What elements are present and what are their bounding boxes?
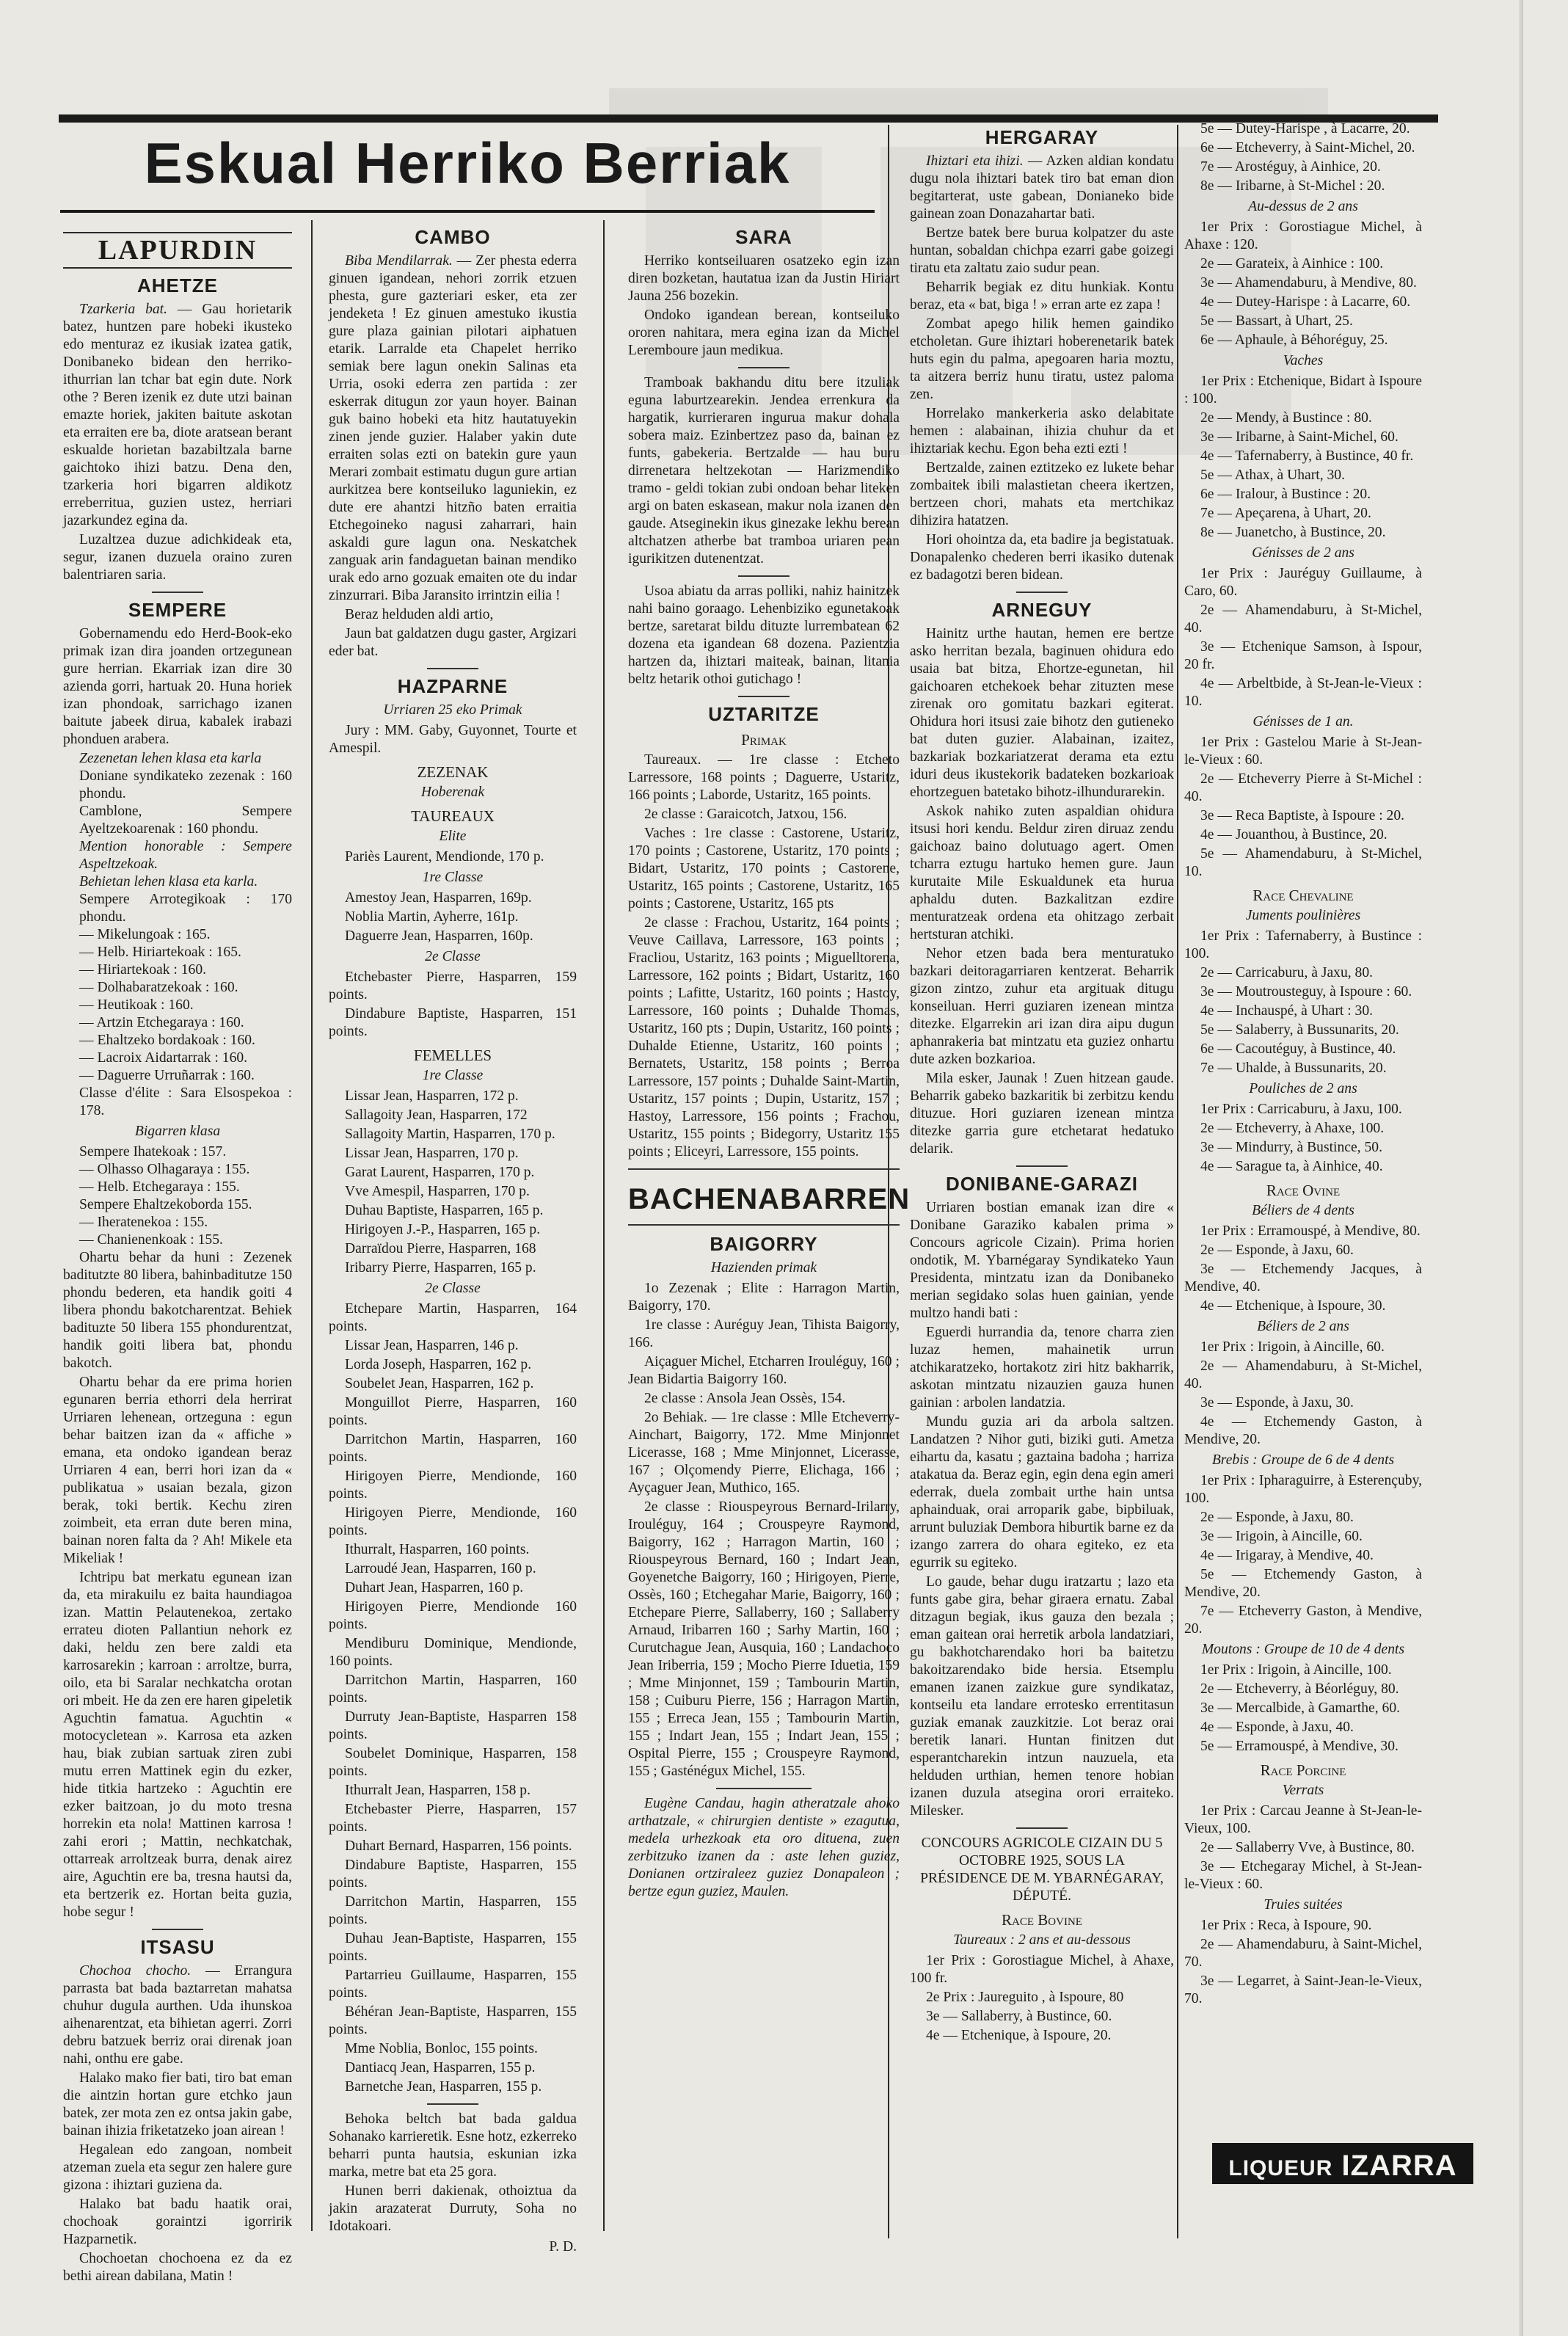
paragraph: Lo gaude, behar dugu iratzartu ; lazo eta funts gabe gira, behar giraera ernatu. Zabal ditzagun begiak, ikus gauza den bezala ; eman gaitean orai herretik arbola landatziari, gu bakhotcharendako hori ba baitetzu bakoitzarendako bide hersia. Etsemplu emanen izanen zaizkue gure syndikataz, kontseilu eta landare errotesko errentitasun guziak emanak zauzkitzie. Lot beraz orai beretik lanari. Huntan finitzen dut esperantcharekin intzun nauzuela, eta helduden urthian, hemen tenore hobian izanen duzula atsegina orori erraiteko. Milesker. [910,1574,1174,1819]
separator [152,592,203,593]
section-heading-lapurdin: LAPURDIN [63,232,292,269]
category-heading: TAUREAUX [411,807,495,825]
paragraph: Taureaux. — 1re classe : Etcheto Larressore, 168 points ; Daguerre, Ustaritz, 166 points ; Laborde, Ustaritz, 165 points. [628,752,900,803]
result-line: 4e — Esponde, à Jaxu, 40. [1200,1720,1354,1735]
result-line: Pariès Laurent, Mendionde, 170 p. [345,849,544,865]
paragraph: 2e classe : Garaicotch, Jatxou, 156. [644,807,847,822]
list-line: — Ehaltzeko bordakoak : 160. [79,1033,255,1048]
result-line: 1er Prix : Tafernaberry, à Bustince : 100. [1184,928,1422,961]
result-line: 5e — Salaberry, à Bussunarits, 20. [1200,1022,1399,1038]
advert-paragraph: Eugène Candau, hagin atheratzale ahoko arthatzale, « chirurgien dentiste » ezagutua, medela urhezkoak eta oro dituena, zuen zerbitzuko izanen da : aste lehen guziez, Donianen ortziraleez guziez Donapaleon ; bertze egun guziez, Maulen. [628,1796,900,1899]
section-rule [628,1168,900,1170]
list-line: — Chanienenkoak : 155. [79,1232,223,1248]
result-line: Darraïdou Pierre, Hasparren, 168 [345,1241,536,1256]
category-heading: Race Ovine [1266,1182,1341,1199]
article-title-baigorry: BAIGORRY [710,1233,818,1255]
result-line: Soubelet Dominique, Hasparren, 158 points. [329,1746,577,1779]
title-rule [60,210,875,213]
class-heading: 1re Classe [422,870,484,885]
result-line: Etchebaster Pierre, Hasparren, 157 points. [329,1802,577,1835]
article-title-donibane-garazi: DONIBANE-GARAZI [946,1173,1138,1195]
result-line: 2e — Garateix, à Ainhice : 100. [1200,256,1384,272]
class-heading: Juments poulinières [1245,908,1361,923]
article-subtitle: Primak [741,731,787,749]
article-title-sempere: SEMPERE [128,599,227,621]
list-line: Zezenetan lehen klasa eta karla [79,751,262,766]
result-line: Duhau Baptiste, Hasparren, 165 p. [345,1203,544,1218]
article-title-ahetze: AHETZE [137,274,218,296]
paragraph: 2e classe : Riouspeyrous Bernard-Irilarry, Irouléguy, 164 ; Crouspeyre Raymond, Baigorry, 162 ; Harragon Martin, 160 ; Riouspeyrous Bernard, 160 ; Indart Jean, Goyenetche Baigorry, 160 ; Hirigoyen, Pierre, Ossès, 160 ; Etchegahar Marie, Baigorry, 160 ; Etchepare Pierre, Sallaberry, 160 ; Sallaberry Arnaud, Iribarren 160 ; Sarhy Martin, 160 ; Curutchague Jean, Ausquia, 160 ; Landachoco Jean Iriberria, 159 ; Mocho Pierre Iduetia, 159 ; Mme Minjonnet, 159 ; Tambourin Martin, 158 ; Cuiburu Pierre, 156 ; Harragon Martin, 155 ; Erreca Jean, 155 ; Tambourin Martin, 155 ; Indart Jean, 155 ; Indart Jean, 155 ; Ospital Pierre, 155 ; Crouspeyre Raymond, 155 ; Gasténégux Michel, 155. [628,1499,900,1779]
result-line: 3e — Moutrousteguy, à Ispoure : 60. [1200,984,1412,1000]
separator [738,367,790,368]
paragraph: Behoka beltch bat bada galdua Sohanako karrieretik. Esne hotz, ezkerreko beharri punta hautsia, eskunian izka marka, metre bat eta 25 gora. [329,2111,577,2180]
article-title-hergaray: HERGARAY [985,126,1099,148]
column-2 [329,220,577,2255]
result-line: 2e — Etcheverry Pierre à St-Michel : 40. [1184,771,1422,804]
list-line: — Olhasso Olhagaraya : 155. [79,1162,250,1177]
advert-brand: IZARRA [1341,2150,1457,2182]
result-line: Soubelet Jean, Hasparren, 162 p. [345,1376,534,1391]
list-line: — Artzin Etchegaraya : 160. [79,1015,244,1030]
column-rule [1177,125,1178,2238]
lead-italic: Ihiztari eta ihizi. [926,153,1024,169]
article-title-itsasu: ITSASU [140,1936,215,1958]
category-heading: Race Bovine [1002,1911,1082,1929]
class-heading: Elite [439,829,467,844]
paragraph: — Zer phesta ederra ginuen igandean, nehori zorrik etzuen phesta, gure gazteriari esker, eta zer jendeketa ! Ez ginuen amestuko ikustia gure plaza gainian pilotari aiphatuen etarik. Larralde eta Chapelet herriko semiak bere lagun onekin Salinas eta Urria, osoki ederra zen partida : zer eskerrak ditugun zor yaun hoyer. Bainan guk baino hobeki eta hitz hautatuyekin zinen jende guzier. Halaber yakin dute erraiten solas ezti on batekin gure yaun Merari zombait estimatu dugun gure artian aurkitzea bere kontseiluko laguniekin, ez dute ere ahantzi hitzño baten erraitia Etchegoineko nagusi zaharrari, hain askaldi gure lagun ona. Neskatchek zanguak arin fandaguetan bainan mendiko urak edo arno gozuak emaiten ote du indar zinzurrari. Biba Jaransito irrintzin eilia ! [329,253,577,603]
paragraph: Urriaren bostian emanak izan dire « Donibane Garaziko kabalen prima » Concours agricole Cizain). Prima horien ondotik, M. Ybarnégaray Syndikateko Yaun Presidenta, mintzatu izan da Donibaneko merian segidako solas huen gainian, yende multzo handi bati : [910,1200,1174,1321]
page-title: Eskual Herriko Berriak [144,131,791,195]
result-line: 5e — Dutey-Harispe , à Lacarre, 20. [1200,121,1410,137]
result-line: Duhau Jean-Baptiste, Hasparren, 155 points. [329,1931,577,1964]
result-line: 6e — Aphaule, à Béhoréguy, 25. [1200,332,1388,348]
list-line: — Heutikoak : 160. [79,997,194,1013]
page-edge-shadow [1519,0,1523,2336]
article-title-uztaritze: UZTARITZE [708,703,820,725]
result-line: Barnetche Jean, Hasparren, 155 p. [345,2079,542,2095]
lead-italic: Tzarkeria bat. [79,302,167,317]
separator [427,668,478,669]
class-heading: Verrats [1282,1783,1324,1798]
article-lead [63,1962,292,2068]
paragraph: Usoa abiatu da arras polliki, nahiz hainitzek nahi baino goraago. Lehenbiziko egunetakoak bertze, saretarat bildu dituzte lurrembatean 62 dozena eta igandean 68 dozena. Pazientzia hartzen da, ihiztari maiteak, bainan, litania beltz hetarik othoi gutichago ! [628,583,900,687]
result-line: 2e — Etcheverry, à Ahaxe, 100. [1200,1121,1385,1136]
list-line: Sempere Ihatekoak : 157. [79,1144,227,1160]
result-line: 4e — Dutey-Harispe : à Lacarre, 60. [1200,294,1411,310]
result-line: 3e — Irigoin, à Aincille, 60. [1200,1529,1363,1544]
list-line: — Hiriartekoak : 160. [79,962,207,978]
result-line: Béhéran Jean-Baptiste, Hasparren, 155 points. [329,2004,577,2037]
list-line: — Helb. Hiriartekoak : 165. [79,945,241,960]
result-line: Garat Laurent, Hasparren, 170 p. [345,1165,535,1180]
paragraph: 2e classe : Frachou, Ustaritz, 164 points ; Veuve Caillava, Larressore, 163 points ; Fracliou, Ustaritz, 163 points ; Miguelltorena, Larressore, 162 points ; Bidart, Ustaritz, 160 points ; Lafitte, Ustaritz, 160 points ; Hastoy, Larressore, 160 points ; Duhalde Thomas, Ustaritz, 160 pts ; Dupin, Ustaritz, 160 points ; Duhalde Etienne, Ustaritz, 160 points ; Bernatets, Ustaritz, 158 points ; Berroa Larressore, 157 points ; Duhalde Saint-Martin, Ustaritz, 157 points ; Dupin, Ustaritz, 157 ; Hastoy, Larressore, 156 points ; Frachou, Ustaritz, 155 points ; Bidegorry, Ustaritz 155 points ; Eliceyri, Larressore, 155 points. [628,915,900,1160]
paragraph: Aiçaguer Michel, Etcharren Irouléguy, 160 ; Jean Bidartia Baigorry 160. [628,1354,900,1387]
paragraph: Jaun bat galdatzen dugu gaster, Argizari eder bat. [329,626,577,659]
result-line: 8e — Iribarne, à St-Michel : 20. [1200,178,1385,194]
paragraph: Eguerdi hurrandia da, tenore charra zien luzaz hemen, mahainetik urrun atchikaratzeko, hortakotz ziri hitz bakharrik, askotan mintzatu nizauzien gauza hunen gainian : arbolen landatzia. [910,1325,1174,1411]
result-line: Hirigoyen Pierre, Mendionde, 160 points. [329,1469,577,1502]
result-line: 2e — Etcheverry, à Béorléguy, 80. [1200,1681,1399,1697]
result-line: 3e — Etchegaray Michel, à St-Jean-le-Vieux : 60. [1184,1859,1422,1892]
result-line: 3e — Reca Baptiste, à Ispoure : 20. [1200,808,1405,823]
list-line: — Mikelungoak : 165. [79,927,211,942]
article-subtitle: Hazienden primak [710,1260,817,1276]
result-line: Ithurralt Jean, Hasparren, 158 p. [345,1783,530,1798]
paragraph: Hegalean edo zangoan, nombeit atzeman zuela eta segur zen halere gure gizona : ihiztari guziena da. [63,2142,292,2193]
result-line: Dantiacq Jean, Hasparren, 155 p. [345,2060,536,2075]
result-line: Sallagoity Jean, Hasparren, 172 [345,1107,528,1123]
paragraph: Hainitz urthe hautan, hemen ere bertze asko herritan bezala, baginuen ohidura edo usaia bat bitza, Ehortze-egunetan, hil gaichoaren etchekoek behar zituzten mese zirenak oro gomitatu bazkari egiterat. Ohidura hori itsusi zaie bihotz den gutieneko bat duten guzier. Alabainan, izaitez, bazkariak bozkariatzerat derama eta eztu iduri deus ikustekorik badateken bozkarioak ehortzeguen batetako bihotz-ilhundurarekin. [910,626,1174,800]
result-line: 5e — Ahamendaburu, à St-Michel, 10. [1184,846,1422,879]
article-lead [910,153,1174,223]
result-line: 3e — Etchemendy Jacques, à Mendive, 40. [1184,1262,1422,1295]
result-line: Mendiburu Dominique, Mendionde, 160 points. [329,1636,577,1669]
result-line: 7e — Uhalde, à Bussunarits, 20. [1200,1060,1387,1076]
result-line: Durruty Jean-Baptiste, Hasparren 158 points. [329,1709,577,1742]
paragraph: 1o Zezenak ; Elite : Harragon Martin, Baigorry, 170. [628,1281,900,1314]
class-heading: Taureaux : 2 ans et au-dessous [953,1932,1131,1948]
paragraph: Hunen berri dakienak, othoiztua da jakin arazaterat Durruty, Soha no Idotakoari. [329,2183,577,2234]
paragraph: Ondoko igandean berean, kontseiluko ororen nahitara, mera egina izan da Michel Leremboure jaun medikua. [628,308,900,358]
paragraph: 2o Behiak. — 1re classe : Mlle Etcheverry-Ainchart, Baigorry, 172. Mme Minjonnet Licerasse, 168 ; Mme Minjonnet, Licerasse, 167 ; Olçomendy Pierre, Elichaga, 166 ; Ayçaguer Jean, Muthico, 165. [628,1410,900,1496]
result-line: 3e — Mercalbide, à Gamarthe, 60. [1200,1700,1401,1716]
separator [738,696,790,697]
article-title-hazparne: HAZPARNE [397,675,508,697]
paragraph: Bertzalde, zainen eztitzeko ez lukete behar zombaitek ibili malastietan cheera ikertzen, bertzeen chori, mahats eta mertchikaz dihizira hatatzen. [910,460,1174,528]
advert-word: LIQUEUR [1228,2156,1333,2180]
paragraph: Beharrik begiak ez ditu hunkiak. Kontu beraz, eta « bat, biga ! » erran arte ez zapa ! [910,280,1174,313]
paragraph: Askok nahiko zuten aspaldian ohidura itsusi hori kendu. Beldur ziren diruaz zendu gaichoaz baino dolutuago agert. Omen tcharra eztugu hartuko hemen gure. Jaun kurutaite Mile Eskualdunek eta hurua aphaldu duten. Bazkalitzan ezdire menturatzeak ordena eta ohitzago zerbait hertsturan atchiki. [910,804,1174,942]
class-heading: Génisses de 1 an. [1252,714,1354,729]
result-line: Noblia Martin, Ayherre, 161p. [345,909,519,925]
paragraph: Halako mako fier bati, tiro bat eman die aintzin hortan gure etchko jaun batek, zer mota zen ez ontsa jakin gabe, bainan ihizia friketatzeko joan airean ! [63,2070,292,2139]
result-line: 1er Prix : Carcau Jeanne à St-Jean-le-Vieux, 100. [1184,1803,1422,1836]
result-line: 4e — Jouanthou, à Bustince, 20. [1200,827,1388,843]
result-line: 8e — Juanetcho, à Bustince, 20. [1200,525,1386,540]
separator [1016,1827,1068,1829]
result-line: 7e — Apeçarena, à Uhart, 20. [1200,506,1371,521]
separator [716,1788,812,1789]
result-line: 3e — Iribarne, à Saint-Michel, 60. [1200,429,1399,445]
list-line: Camblone, Sempere Ayeltzekoarenak : 160 phondu. [79,804,292,837]
result-line: Daguerre Jean, Hasparren, 160p. [345,928,533,944]
list-line: — Dolhabaratzekoak : 160. [79,980,238,995]
list-line: Sempere Ehaltzekoborda 155. [79,1197,252,1212]
paragraph: Bertze batek bere burua kolpatzer du aste huntan, sobaldan chichpa ezarri gabe goizegi tiratu eta zaltatu zaio sudur pean. [910,225,1174,276]
column-1 [63,226,292,2284]
result-line: 4e — Tafernaberry, à Bustince, 40 fr. [1200,448,1414,464]
result-line: 2e — Ahamendaburu, à Saint-Michel, 70. [1184,1937,1422,1970]
list-subheading: Bigarren klasa [134,1124,221,1139]
paragraph: Gobernamendu edo Herd-Book-eko primak izan dira joanden ortzegunean gure herrian. Ekarriak izan dire 30 azienda gorri, hartuak 20. Huna horiek izan phondoak, sarrichago izanen baitute jabeek dirua, kabalek irabazi phonduen arabera. [63,626,292,747]
class-heading: Moutons : Groupe de 10 de 4 dents [1201,1642,1405,1657]
result-line: 5e — Erramouspé, à Mendive, 30. [1200,1739,1399,1754]
result-line: 5e — Athax, à Uhart, 30. [1200,467,1345,483]
result-line: Amestoy Jean, Hasparren, 169p. [345,890,532,906]
result-line: 4e — Sarague ta, à Ainhice, 40. [1200,1159,1383,1174]
class-heading: Vaches [1283,353,1324,368]
paragraph: Beraz helduden aldi artio, [345,607,494,622]
paragraph: 2e classe : Ansola Jean Ossès, 154. [644,1391,846,1406]
class-heading: Au-dessus de 2 ans [1248,199,1358,214]
paragraph: Ohartu behar da huni : Zezenek baditutzte 80 libera, bahinbaditutze 150 phondu bederen, eta handik goiti 4 libera phondu bakotcharentzat. Behiek badituzte 50 libera 155 phondurentzat, handik goiti libera bat, phondu bakotch. [63,1250,292,1371]
result-line: Mme Noblia, Bonloc, 155 points. [345,2041,538,2056]
paragraph: — Azken aldian kondatu dugu nola ihiztari batek tiro bat eman dion begitarterat, uste gabean, Donianeko bide gainean zoan Donazahartar bati. [910,153,1174,222]
result-line: Lorda Joseph, Hasparren, 162 p. [345,1357,532,1372]
result-line: Lissar Jean, Hasparren, 146 p. [345,1338,519,1353]
paragraph: Ohartu behar da ere prima horien egunaren berria ethorri dela herrirat Urriaren lehenean, ortzeguna : egun behar baitzen izan da « affiche » emana, eta ondoko igandean beraz Urriaren 4 ean, berri hori izan da « publikatua » usaian bezala, gizon berak, toki bertik. Kechu ziren zoimbeit, eta erran dute beren mina, bainan noren falta da ? Ah! Mikele eta Mikeliak ! [63,1375,292,1566]
result-line: 3e — Legarret, à Saint-Jean-le-Vieux, 70. [1184,1973,1422,2006]
paragraph: 1re classe : Auréguy Jean, Tihista Baigorry, 166. [628,1317,900,1350]
result-line: 2e — Esponde, à Jaxu, 60. [1200,1242,1354,1258]
separator [427,2103,478,2105]
result-line: 4e — Etchemendy Gaston, à Mendive, 20. [1184,1414,1422,1447]
class-heading: 2e Classe [425,1281,481,1296]
paragraph: Hori ohointza da, eta badire ja begistatuak. Donapalenko chederen berri ikasiko dutenak ez badagotzi beren bidean. [910,532,1174,583]
article-title-cambo: CAMBO [415,226,491,248]
result-line: Hirigoyen J.-P., Hasparren, 165 p. [345,1222,541,1237]
result-line: 3e — Etchenique Samson, à Ispour, 20 fr. [1184,639,1422,672]
list-line: Classe d'élite : Sara Elsospekoa : 178. [79,1085,292,1118]
result-line: Duhart Bernard, Hasparren, 156 points. [345,1838,572,1854]
result-line: Darritchon Martin, Hasparren, 160 points. [329,1432,577,1465]
result-line: 2e — Sallaberry Vve, à Bustince, 80. [1200,1840,1415,1855]
category-heading: ZEZENAK [417,763,489,781]
list-line: Mention honorable : Sempere Aspeltzekoak. [79,839,292,872]
concours-heading: CONCOURS AGRICOLE CIZAIN DU 5 OCTOBRE 1925, SOUS LA PRÉSIDENCE DE M. YBARNÉGARAY, DÉPUTÉ. [920,1835,1164,1904]
result-line: 1er Prix : Irigoin, à Aincille, 60. [1200,1339,1385,1355]
result-line: 4e — Etchenique, à Ispoure, 20. [926,2028,1112,2043]
category-heading: Race Chevaline [1252,887,1354,904]
paragraph: Nehor etzen bada bera menturatuko bazkari deitoragarriaren kentzerat. Beharrik gizon zintzo, zuhur eta argituak ditugu konseiluan. Herri guziaren izenean mintza ditezke. Elgarrekin ari izan dira aipu dugun aphanrakeria bat mintzatu eta guziez onhartu dute azken bozkarioa. [910,946,1174,1067]
result-line: 4e — Irigaray, à Mendive, 40. [1200,1548,1374,1563]
result-line: Dindabure Baptiste, Hasparren, 151 points. [329,1006,577,1039]
section-heading-bachenabarren: BACHENABARREN [628,1183,911,1215]
category-heading: Race Porcine [1260,1761,1346,1779]
category-subheading: Hoberenak [420,785,485,800]
list-line: Sempere Arrotegikoak : 170 phondu. [79,892,292,925]
result-line: 1er Prix : Erramouspé, à Mendive, 80. [1200,1223,1421,1239]
result-line: Darritchon Martin, Hasparren, 160 points. [329,1673,577,1706]
result-line: 1er Prix : Gastelou Marie à St-Jean-le-Vieux : 60. [1184,735,1422,768]
result-line: 2e — Esponde, à Jaxu, 80. [1200,1510,1354,1525]
paragraph: Horrelako mankerkeria asko delabitate hemen : alabainan, ihizia chuhur da et ihiztariak kechu. Egon beha ezti ezti ! [910,406,1174,456]
result-line: Monguillot Pierre, Hasparren, 160 points. [329,1395,577,1428]
result-line: Hirigoyen Pierre, Mendionde 160 points. [329,1599,577,1632]
result-line: 3e — Sallaberry, à Bustince, 60. [926,2009,1112,2024]
separator [738,575,790,577]
result-line: 1er Prix : Gorostiague Michel, à Ahaxe, 100 fr. [910,1953,1174,1986]
list-line: — Helb. Etchegaraya : 155. [79,1179,240,1195]
list-line: — Lacroix Aidartarrak : 160. [79,1050,248,1066]
list-line: — Iheratenekoa : 155. [79,1215,208,1230]
result-line: 1er Prix : Carricaburu, à Jaxu, 100. [1200,1102,1402,1117]
result-line: 1er Prix : Jauréguy Guillaume, à Caro, 60. [1184,566,1422,599]
column-5 [1184,120,1422,2249]
class-heading: Béliers de 2 ans [1257,1319,1349,1334]
lead-italic: Biba Mendilarrak. [345,253,453,269]
paragraph: Halako bat badu haatik orai, chochoak goraintzi igorririk Hazparnetik. [63,2197,292,2247]
paragraph: Luzaltzea duzue adichkideak eta, segur, izanen duzuela oraino zuren balentriaren saria. [63,532,292,583]
result-line: Vve Amespil, Hasparren, 170 p. [345,1184,530,1199]
column-4 [910,120,1174,2249]
result-line: 1er Prix : Gorostiague Michel, à Ahaxe : 120. [1184,219,1422,252]
result-line: Duhart Jean, Hasparren, 160 p. [345,1580,524,1595]
result-line: Hirigoyen Pierre, Mendionde, 160 points. [329,1505,577,1538]
result-line: 3e — Esponde, à Jaxu, 30. [1200,1395,1354,1411]
result-line: Etchepare Martin, Hasparren, 164 points. [329,1301,577,1334]
column-3 [628,220,911,2231]
article-lead [63,301,292,530]
paragraph: Ichtripu bat merkatu egunean izan da, eta mirakuilu ez baita haundiagoa izan. Mattin Pelautenekoa, zertako errateu dioten Pallantiun nehork ez daki, heldu zen bere zaldi eta karrosarekin ; karroan : arroltze, burra, oilo, eta bi Saralar nechkatcha orotan ori mbeit. He da zen ere haren gipeletik Aguchtin famatua. Aguchtin « motocycletean ». Karrosa eta azken hau, biak zubian sartuak ziren zubi mutu erren Mattinek egin du ezker, hide titkia hartzeko : Aguchtin ere ezker baitzoan, jo du moto tresna horrekin eta nola! Mattinen karrosa ! zahi erori ; Mattin, nechkatchak, ottarreak arroltzeak burra, denak airez aire, Aguchtin ere ba, tresna hautsi da, eta bertzerik ez. Hortan beita guzia, hobe segur ! [63,1570,292,1920]
class-heading: 2e Classe [425,949,481,964]
paragraph: Vaches : 1re classe : Castorene, Ustaritz, 170 points ; Castorene, Ustaritz, 170 points ; Bidart, Ustaritz, 170 points ; Castorene, Ustaritz, 165 points ; Castorene, Ustaritz, 165 points ; Castorene, Ustaritz, 165 pts [628,826,900,912]
result-line: 2e — Carricaburu, à Jaxu, 80. [1200,965,1374,980]
list-line: Behietan lehen klasa eta karla. [79,874,258,889]
class-heading: Brebis : Groupe de 6 de 4 dents [1211,1452,1395,1468]
article-subtitle: Urriaren 25 eko Primak [383,702,522,718]
category-heading: FEMELLES [413,1047,492,1064]
lead-italic: Chochoa chocho. [79,1963,192,1979]
result-line: Partarrieu Guillaume, Hasparren, 155 points. [329,1968,577,2001]
column-rule [603,220,605,2231]
result-line: Iribarry Pierre, Hasparren, 165 p. [345,1260,536,1276]
result-line: 3e — Ahamendaburu, à Mendive, 80. [1200,275,1417,291]
paragraph: Chochoetan chochoena ez da ez bethi airean dabilana, Matin ! [63,2251,292,2284]
result-line: 7e — Etcheverry Gaston, à Mendive, 20. [1184,1604,1422,1637]
paragraph: — Gau horietarik batez, huntzen pare hobeki ikusteko edo menturaz ez ikusiak izatea gatik, Donibaneko bidean den herriko-ithurrian lan tchar bat egin dute. Nork othe ? Beren izenik ez dute utzi bainan emazte horiek, jakiten baitute askotan eta erraiten ere ba, diote aratsean berant eskualde horietan bazabiltzala barne gaichtoko ihizi batzu. Dena den, tzarkeria hori bigarren aldikotz erreberritua, guzien ustez, herriari jazarkundez egina da. [63,302,292,528]
paragraph: — Errangura parrasta bat bada baztarretan mahatsa chuhur dugula aurthen. Uda ihunskoa aihenarentzat, eta bihietan agerri. Zorri debru batzuek berriz orai direnak joan nahi, onthu ere gabe. [63,1963,292,2067]
result-line: 4e — Inchauspé, à Uhart : 30. [1200,1003,1374,1019]
result-line: 4e — Arbeltbide, à St-Jean-le-Vieux : 10. [1184,676,1422,709]
class-heading: 1re Classe [422,1068,484,1083]
result-line: Etchebaster Pierre, Hasparren, 159 points. [329,969,577,1003]
result-line: 2e Prix : Jaureguito , à Ispoure, 80 [926,1990,1124,2005]
result-line: 6e — Iralour, à Bustince : 20. [1200,487,1371,502]
result-line: 4e — Etchenique, à Ispoure, 30. [1200,1298,1386,1314]
result-line: 1er Prix : Reca, à Ispoure, 90. [1200,1918,1372,1933]
result-line: 5e — Bassart, à Uhart, 25. [1200,313,1353,329]
separator [1016,592,1068,593]
list-line: Doniane syndikateko zezenak : 160 phondu. [79,768,292,801]
signature: P. D. [549,2239,577,2255]
paragraph: Tramboak bakhandu ditu bere itzuliak eguna laburtzearekin. Jendea errenkura da hargatik, kurrieraren ingurua makur dohala sobera maiz. Ezinbertzez paso da, bainan ez funts, gabekeria. Bertzalde — hau buru dirrenetara heltzekotan — Harizmendiko tramo - geldi tokian zubi ondoan behar liteken argi on baten eskasean, makur nola izanen den gaude. Atseginekin ikus ginezake lekhu berean altchatzen atherbe bat tramboa uriaren pean igurikitzen dutenentzat. [628,375,900,567]
class-heading: Génisses de 2 ans [1252,545,1354,561]
article-lead [329,252,577,605]
jury-line: Jury : MM. Gaby, Guyonnet, Tourte et Amespil. [329,723,577,756]
result-line: 2e — Ahamendaburu, à St-Michel, 40. [1184,1358,1422,1391]
result-line: Ithurralt, Hasparren, 160 points. [345,1542,530,1557]
paragraph: Herriko kontseiluaren osatzeko egin izan diren bozketan, hautatua izan da Justin Hiriart Jauna 256 bozekin. [628,253,900,304]
result-line: 7e — Arostéguy, à Ainhice, 20. [1200,159,1381,175]
result-line: Lissar Jean, Hasparren, 170 p. [345,1146,519,1161]
article-title-sara: SARA [735,226,792,248]
result-line: 1er Prix : Ipharaguirre, à Esterençuby, 100. [1184,1473,1422,1506]
paragraph: Zombat apego hilik hemen gaindiko etcholetan. Gure ihiztari hoberenetarik batek huts egin du palma, apegoaren haria moztu, ta aitzera berriz hunu tiratu, ustez paloma zen. [910,316,1174,402]
article-title-arneguy: ARNEGUY [991,599,1093,621]
result-line: 6e — Etcheverry, à Saint-Michel, 20. [1200,140,1415,156]
result-line: 2e — Mendy, à Bustince : 80. [1200,410,1372,426]
result-line: Larroudé Jean, Hasparren, 160 p. [345,1561,536,1576]
result-line: 6e — Cacoutéguy, à Bustince, 40. [1200,1041,1396,1057]
result-line: 1er Prix : Irigoin, à Aincille, 100. [1200,1662,1392,1678]
column-rule [311,220,313,2231]
result-line: Dindabure Baptiste, Hasparren, 155 points. [329,1857,577,1891]
list-line: — Daguerre Urruñarrak : 160. [79,1068,255,1083]
paragraph: Mila esker, Jaunak ! Zuen hitzean gaude. Beharrik gabeko bazkaritik bi zerbitzu kendu dituzue. Hori guziaren izenean mintza ditezke garria gure etchetarat hedatuko delarik. [910,1071,1174,1157]
class-heading: Pouliches de 2 ans [1249,1081,1357,1096]
class-heading: Truies suitées [1263,1897,1343,1913]
result-line: 5e — Etchemendy Gaston, à Mendive, 20. [1184,1567,1422,1600]
separator [152,1929,203,1930]
result-line: Lissar Jean, Hasparren, 172 p. [345,1088,519,1104]
result-line: 1er Prix : Etchenique, Bidart à Ispoure : 100. [1184,374,1422,407]
result-line: 3e — Mindurry, à Bustince, 50. [1200,1140,1382,1155]
result-line: Sallagoity Martin, Hasparren, 170 p. [345,1127,555,1142]
separator [1016,1165,1068,1167]
liqueur-izarra-advert [1212,2143,1473,2184]
result-line: 2e — Ahamendaburu, à St-Michel, 40. [1184,603,1422,636]
paragraph: Mundu guzia ari da arbola saltzen. Landatzen ? Nihor guti, biziki guti. Ametza eihartu da, kasatu ; gaztaina badoha ; harriza atakatua da. Beraz egin, egin dena egin ameri ederrak, duela zombait urthe hain untsa aphainduak, orai arroparik gabe, bipbiluak, arrunt buluziak Dembora hiburtik barne ez da izango zarrera do ohara egiteko, ez eta egurrik su egiteko. [910,1414,1174,1571]
class-heading: Béliers de 4 dents [1252,1203,1354,1218]
result-line: Darritchon Martin, Hasparren, 155 points. [329,1894,577,1927]
section-rule [628,1224,900,1226]
